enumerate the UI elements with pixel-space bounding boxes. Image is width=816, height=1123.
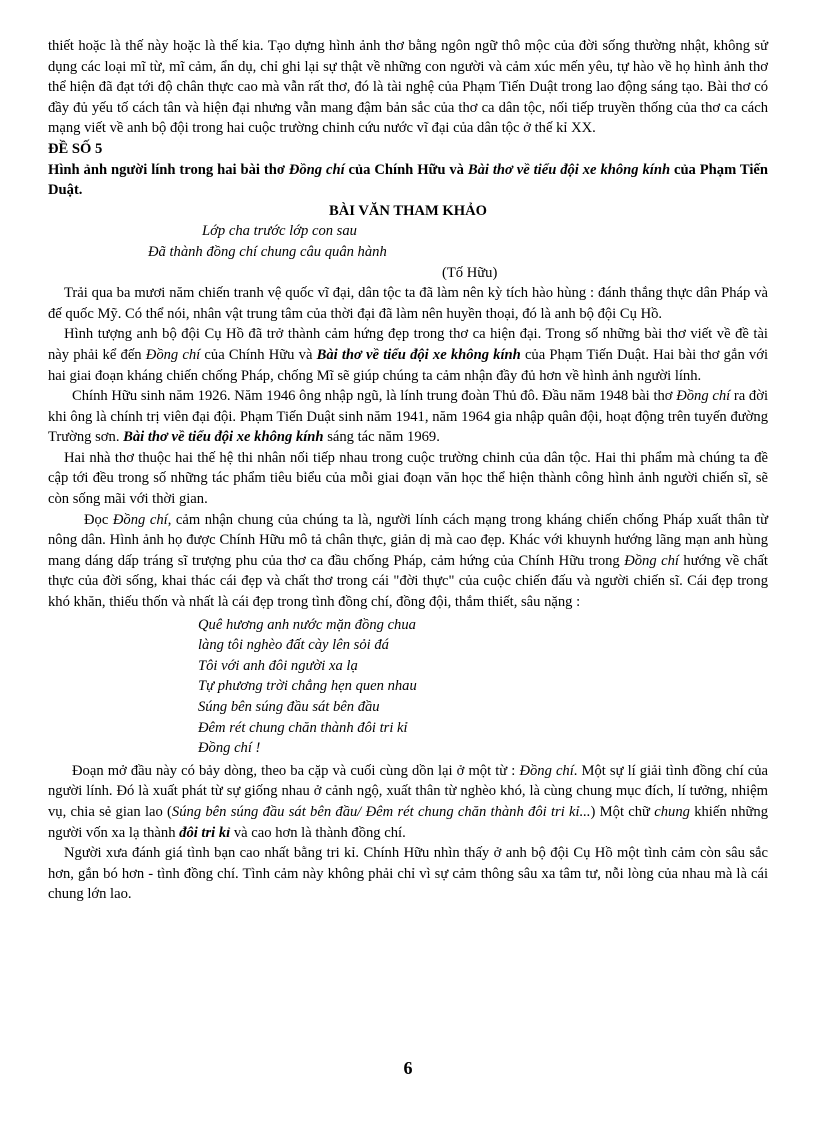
poem-line: Tự phương trời chẳng hẹn quen nhau: [198, 678, 417, 695]
poem-line: Quê hương anh nước mặn đồng chua: [198, 616, 416, 633]
paragraph: Trải qua ba mươi năm chiến tranh vệ quốc vĩ đại, dân tộc ta đã làm nên kỳ tích hào hùng : đánh thắng thực dân Pháp và đế quốc Mỹ. Có thể nói, nhân vật trung tâm của thời đại đã làm nên huyền thoại, đó là anh bộ đội Cụ Hồ.: [48, 285, 768, 322]
quoted-poem: [48, 615, 768, 759]
paragraph: Đoạn mở đầu này có bảy dòng, theo ba cặp và cuối cùng dồn lại ở một từ : Đồng chí. Một sự lí giải tình đồng chí của người lính. Đó là xuất phát từ sự giống nhau ở cảnh ngộ, xuất thân từ nghèo khó, là cùng chung mục đích, lí tưởng, nhiệm vụ, chia sẻ gian lao (Súng bên súng đầu sát bên đầu/ Đêm rét chung chăn thành đôi tri kỉ...) Một chữ chung khiến những người vốn xa lạ thành đôi tri kỉ và cao hơn là thành đồng chí.: [48, 762, 768, 841]
poem-line: Đồng chí !: [198, 740, 261, 757]
poem-line: làng tôi nghèo đất cày lên sỏi đá: [198, 637, 389, 654]
paragraph: Người xưa đánh giá tình bạn cao nhất bằng tri kỉ. Chính Hữu nhìn thấy ở anh bộ đội Cụ Hồ một tình cảm còn sâu sắc hơn, gắn bó hơn - tình đồng chí. Tình cảm này không phải chỉ vì sự cảm thông sâu xa tâm tư, nỗi lòng của nhau mà là cái chung lớn lao.: [48, 845, 768, 903]
paragraph: Chính Hữu sinh năm 1926. Năm 1946 ông nhập ngũ, là lính trung đoàn Thủ đô. Đầu năm 1948 bài thơ Đồng chí ra đời khi ông là chính trị viên đại đội. Phạm Tiến Duật sinh năm 1941, năm 1964 gia nhập quân đội, hoạt động trên tuyến đường Trường sơn. Bài thơ về tiểu đội xe không kính sáng tác năm 1969.: [48, 388, 768, 446]
poem-line: Súng bên súng đầu sát bên đầu: [198, 699, 380, 715]
page-number: 6: [403, 1058, 413, 1078]
exam-prompt: Hình ảnh người lính trong hai bài thơ Đồng chí của Chính Hữu và Bài thơ về tiểu đội xe không kính của Phạm Tiến Duật.: [48, 161, 769, 199]
poem-author: (Tố Hữu): [442, 264, 498, 281]
poem-line: Đêm rét chung chăn thành đôi tri kỉ: [198, 719, 408, 736]
paragraph: Hình tượng anh bộ đội Cụ Hồ đã trở thành cảm hứng đẹp trong thơ ca hiện đại. Trong số những bài thơ viết về đề tài này phải kể đến Đồng chí của Chính Hữu và Bài thơ về tiểu đội xe không kính của Phạm Tiến Duật. Hai bài thơ gắn với hai giai đoạn kháng chiến chống Pháp, chống Mĩ sẽ giúp chúng ta cảm nhận đầy đủ hơn về hình ảnh người lính.: [48, 326, 768, 384]
document-page: [48, 36, 768, 905]
poem-line: Đã thành đồng chí chung câu quân hành: [148, 243, 387, 260]
poem-line: Lớp cha trước lớp con sau: [202, 223, 357, 240]
paragraph: Hai nhà thơ thuộc hai thế hệ thi nhân nối tiếp nhau trong cuộc trường chinh của dân tộc. Hai thi phẩm mà chúng ta đề cập tới đều trong số những tác phẩm tiêu biểu của mỗi giai đoạn văn học thể hiện thành công hình ảnh người chiến sĩ, sẽ còn sống mãi với thời gian.: [48, 449, 768, 508]
reference-title: BÀI VĂN THAM KHẢO: [329, 202, 487, 219]
epigraph-poem: [48, 221, 768, 283]
paragraph: Đọc Đồng chí, cảm nhận chung của chúng ta là, người lính cách mạng trong kháng chiến chống Pháp xuất thân từ nông dân. Hình ảnh họ được Chính Hữu mô tả chân thực, giản dị mà cao đẹp. Khác với khuynh hướng lãng mạn anh hùng mang dáng dấp tráng sĩ trượng phu của thơ ca đầu chống Pháp, cảm hứng của Chính Hữu trong Đồng chí hướng về chất thực của đời sống, khai thác cái đẹp và chất thơ trong cái "đời thực" của cuộc chiến đấu và người chiến sĩ. Cái đẹp trong khó khăn, thiếu thốn và nhất là cái đẹp trong tình đồng chí, đồng đội, thắm thiết, sâu nặng :: [48, 511, 768, 611]
paragraph-intro: thiết hoặc là thế này hoặc là thế kia. Tạo dựng hình ảnh thơ bằng ngôn ngữ thô mộc của đời sống thường nhật, không sử dụng các loại mĩ từ, mĩ cảm, ẩn dụ, chỉ ghi lại sự thật về những con người và cảm xúc mến yêu, tự hào về họ hình ảnh thơ thể hiện đã đạt tới độ chân thực cao mà vẫn rất thơ, đó là tài nghệ của Phạm Tiến Duật trong lao động sáng tạo. Bài thơ có đầy đủ yếu tố cách tân và hiện đại nhưng vẫn mang đậm bản sắc của thơ ca dân tộc, nối tiếp truyền thống của thơ ca cách mạng viết về anh bộ đội trong hai cuộc trường chinh cứu nước vĩ đại của dân tộc ở thế kỉ XX.: [48, 38, 768, 137]
poem-line: Tôi với anh đôi người xa lạ: [198, 657, 358, 674]
exam-title: ĐỀ SỐ 5: [48, 140, 103, 157]
